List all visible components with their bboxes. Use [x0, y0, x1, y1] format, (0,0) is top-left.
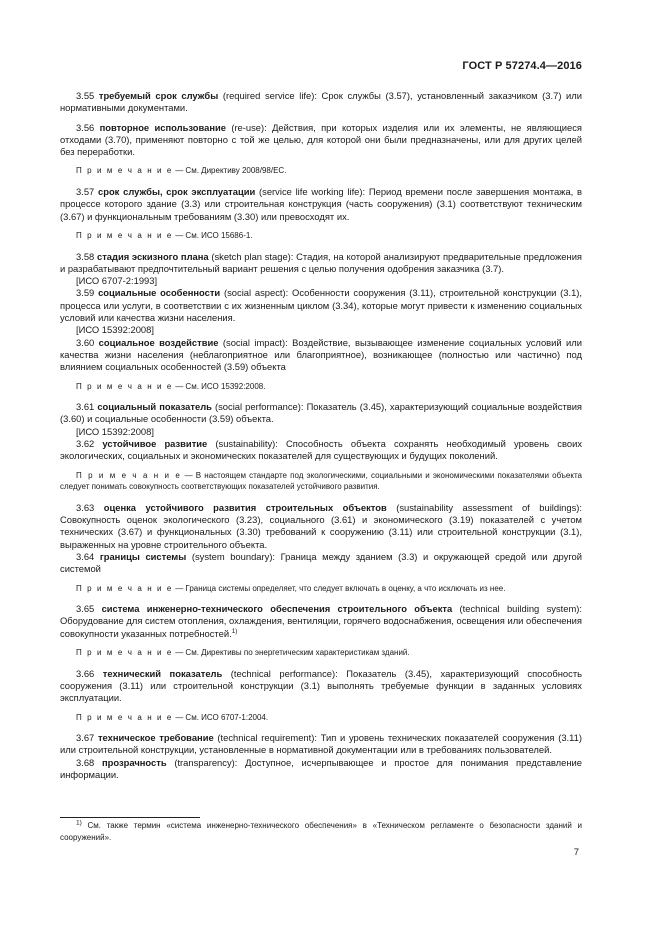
term-entry-3-57	[60, 186, 582, 223]
term-name: устойчивое развитие	[102, 438, 208, 450]
term-definition: (re-use): Действия, при которых изделия или их элементы, не являющиеся отходами (3.70), применяют повторно с той же целью, для которой они были предназначены, или для других целей без переработки.	[60, 121, 583, 158]
note-text: — См. Директиву 2008/98/ЕС.	[172, 166, 287, 176]
term-entry-3-63	[60, 502, 582, 551]
term-definition: (required service life): Срок службы (3.57), установленный заказчиком (3.7) или нормативными документами.	[60, 90, 582, 114]
term-name: оценка устойчивого развития строительных объектов	[103, 501, 387, 513]
source-reference: [ИСО 15392:2008]	[76, 425, 154, 437]
term-name: повторное использование	[99, 121, 226, 133]
note-label: П р и м е ч а н и е	[76, 583, 173, 593]
footnote-marker: 1)	[231, 627, 238, 635]
term-number: 3.64	[76, 550, 95, 562]
term-name: технический показатель	[102, 667, 223, 679]
term-number: 3.56	[76, 121, 95, 133]
term-number: 3.59	[76, 287, 95, 299]
page-number: 7	[573, 847, 579, 858]
note-label: П р и м е ч а н и е	[76, 648, 173, 658]
term-entry-3-55	[60, 90, 582, 115]
term-definition: (sustainability assessment of buildings): Совокупность оценок экологического (3.23), социального (3.61) и экономического (3.19) показателей с учетом технических (3.67) и функциональных (3.30) требований к сооружению (3.11) или строительной конструкции (3.1), выраженных на уровне строительного объекта.	[60, 501, 582, 550]
term-definition: (technical requirement): Тип и уровень технических показателей сооружения (3.11) или строительной конструкции, установленные в нормативной документации или в требованиях пользователей.	[60, 732, 582, 756]
document-code: ГОСТ Р 57274.4—2016	[462, 60, 582, 72]
term-number: 3.63	[76, 501, 95, 513]
term-entry-3-64	[60, 551, 582, 576]
footnote-divider	[60, 817, 200, 818]
term-entry-3-61	[60, 401, 582, 426]
document-body	[60, 90, 582, 788]
term-entry-3-59	[60, 287, 582, 324]
term-number: 3.55	[76, 90, 95, 101]
term-name: техническое требование	[97, 732, 214, 744]
term-name: социальный показатель	[97, 401, 212, 413]
term-number: 3.57	[76, 186, 95, 198]
footnote-text: См. также термин «система инженерно-технического обеспечения» в «Техническом регламенте о безопасности зданий и сооружений».	[60, 821, 582, 842]
term-definition: (system boundary): Граница между зданием (3.3) и окружающей средой или другой системой	[60, 550, 582, 575]
term-name: требуемый срок службы	[98, 90, 219, 101]
term-number: 3.65	[76, 603, 95, 615]
term-name: система инженерно-технического обеспечения строительного объекта	[101, 603, 453, 615]
note-text: — Граница системы определяет, что следует включать в оценку, а что исключать из нее.	[172, 583, 506, 593]
note-label: П р и м е ч а н и е	[76, 230, 173, 240]
term-definition: (sustainability): Способность объекта сохранять необходимый уровень своих экологических, социальных и экономических показателей для существующих и будущих поколений.	[60, 438, 583, 462]
term-definition: (technical performance): Показатель (3.45), характеризующий способность сооружения (3.11) или строительной конструкции (3.1) выполнять требуемые функции в заданных условиях эксплуатации.	[60, 667, 582, 704]
note-text: — См. ИСО 15686-1.	[172, 230, 253, 240]
note	[60, 470, 582, 493]
term-entry-3-62	[60, 438, 582, 463]
note	[60, 647, 582, 659]
term-definition: (transparency): Доступное, исчерпывающее и простое для понимания представление информации.	[60, 756, 582, 781]
note-label: П р и м е ч а н и е	[76, 470, 182, 480]
term-name: прозрачность	[101, 756, 167, 768]
term-entry-3-58	[60, 251, 582, 276]
term-entry-3-60	[60, 337, 582, 374]
footnote	[60, 820, 582, 843]
term-definition: (sketch plan stage): Стадия, на которой анализируют предварительные предложения и разрабатывают предпочтительный вариант решения с целью получения одобрения заказчика (3.7).	[60, 250, 583, 274]
term-number: 3.62	[76, 438, 95, 450]
term-definition: (social performance): Показатель (3.45), характеризующий социальные воздействия (3.60) и социальные особенности (3.59) объекта.	[60, 401, 583, 425]
term-entry-3-67	[60, 732, 582, 757]
term-entry-3-66	[60, 668, 582, 705]
note-text: — См. Директивы по энергетическим характеристикам зданий.	[172, 648, 410, 658]
note-label: П р и м е ч а н и е	[76, 381, 173, 391]
note	[60, 165, 582, 177]
note	[60, 230, 582, 242]
note-label: П р и м е ч а н и е	[76, 712, 173, 722]
term-name: границы системы	[99, 550, 187, 562]
note-text: — В настоящем стандарте под экологическими, социальными и экономическими показателями объекта следует понимать совокупность соответствующих показателей устойчивого развития.	[60, 470, 582, 492]
term-name: стадия эскизного плана	[96, 250, 209, 262]
term-definition: (technical building system): Оборудование для систем отопления, охлаждения, вентиляции, горячего водоснабжения, освещения или обеспечения совокупности указанных потребностей.	[60, 603, 582, 639]
note	[60, 712, 582, 724]
note-text: — См. ИСО 15392:2008.	[172, 381, 266, 391]
note-text: — См. ИСО 6707-1:2004.	[172, 712, 269, 722]
term-name: социальные особенности	[98, 287, 221, 299]
term-number: 3.68	[76, 756, 95, 768]
note	[60, 381, 582, 393]
note	[60, 583, 582, 595]
term-definition: (social aspect): Особенности сооружения (3.11), строительной конструкции (3.1), процесса или услуги, в соответствии с их жизненным циклом (3.34), которые могут привести к изменению социальных условий или качества жизни населения.	[60, 287, 583, 324]
term-number: 3.60	[76, 336, 95, 348]
term-entry-3-65	[60, 603, 582, 640]
footnote-marker: 1)	[76, 819, 82, 827]
note-label: П р и м е ч а н и е	[76, 166, 173, 176]
term-number: 3.66	[76, 667, 95, 679]
term-entry-3-68	[60, 757, 582, 782]
term-definition: (service life working life): Период времени после завершения монтажа, в процессе которого здание (3.3) или строительная конструкция (часть сооружения) (3.1) соответствуют техническим (3.67) и функциональным требованиям (3.30) или превосходят их.	[60, 186, 583, 222]
term-name: срок службы, срок эксплуатации	[98, 186, 256, 198]
term-number: 3.61	[76, 401, 95, 413]
term-number: 3.58	[76, 250, 95, 262]
source-reference: [ИСО 6707-2:1993]	[76, 275, 158, 287]
term-definition: (social impact): Воздействие, вызывающее изменение социальных условий или качества жизни населения (неблагоприятное или благоприятное), возникающее (полностью или частично) под влиянием социальных особенностей (3.59) объекта	[60, 336, 582, 373]
term-entry-3-56	[60, 122, 582, 159]
source-reference: [ИСО 15392:2008]	[76, 324, 154, 336]
term-name: социальное воздействие	[98, 336, 219, 348]
term-number: 3.67	[76, 732, 95, 744]
